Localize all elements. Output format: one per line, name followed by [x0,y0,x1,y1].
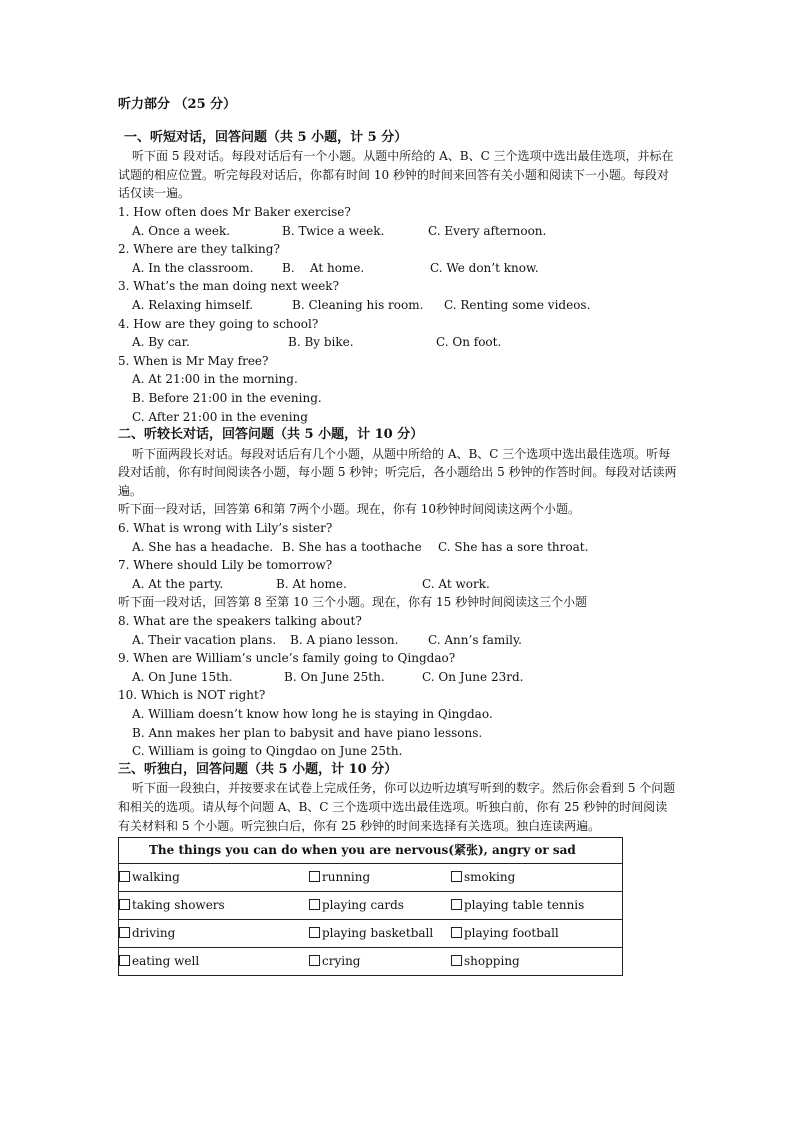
question-2 [118,240,678,277]
options [118,575,678,594]
section2-note-2: 听下面一段对话，回答第 8 至第 10 三个小题。现在，你有 15 秒钟时间阅读这三个小题 [118,595,588,610]
option-b: B. At home. [276,576,347,591]
cell-label: eating well [132,954,200,969]
cell-label: playing basketball [322,926,434,941]
question-4 [118,315,678,352]
question-10 [118,686,678,760]
question-text: 9. When are William’s uncle’s family going to Qingdao? [118,651,456,666]
question-5 [118,352,678,426]
options [118,631,678,650]
question-1 [118,203,678,240]
table-cell [451,870,515,884]
options [118,259,678,278]
cell-label: playing table tennis [464,898,585,913]
option-b: B. Ann makes her plan to babysit and have piano lessons. [132,725,483,740]
table-cell [119,898,225,912]
table-row [119,948,623,976]
option-c: C. After 21:00 in the evening [132,409,308,424]
option-a: A. At 21:00 in the morning. [132,372,298,387]
options [118,296,678,315]
options [118,668,678,687]
option-a: A. She has a headache. [132,539,274,554]
checkbox-icon[interactable] [119,955,130,966]
checkbox-icon[interactable] [451,927,462,938]
option-a: A. William doesn’t know how long he is staying in Qingdao. [132,707,493,721]
question-text: 3. What’s the man doing next week? [118,279,340,294]
question-6 [118,519,678,556]
option-c: C. Every afternoon. [428,223,547,238]
option-c: C. She has a sore throat. [438,539,589,554]
section1-instruction: 听下面 5 段对话。每段对话后有一个小题。从题中所给的 A、B、C 三个选项中选出最佳选项，并标在试题的相应位置。听完每段对话后，你都有时间 10 秒钟的时间来回答有关小题和阅读下一小题。每段对话仅读一遍。 [118,149,674,201]
section2-instruction: 听下面两段长对话。每段对话后有几个小题，从题中所给的 A、B、C 三个选项中选出最佳选项。听每段对话前，你有时间阅读各小题，每小题 5 秒钟；听完后，各小题给出 5 秒钟的作答时间。每段对话读两遍。 [118,446,677,498]
options [118,333,678,352]
question-text: 8. What are the speakers talking about? [118,614,362,629]
option-c: C. We don’t know. [430,260,539,275]
cell-label: playing cards [322,898,404,913]
table-cell [309,898,404,912]
table-cell [119,954,199,968]
question-text: 4. How are they going to school? [118,316,319,331]
option-c: C. Ann’s family. [428,632,522,647]
option-c: C. On June 23rd. [422,669,524,684]
question-7 [118,556,678,593]
cell-label: running [322,870,371,885]
option-a: A. Once a week. [132,223,231,238]
checkbox-icon[interactable] [119,899,130,910]
table-cell [451,954,520,968]
section3-instruction: 听下面一段独白，并按要求在试卷上完成任务，你可以边听边填写听到的数字。然后你会看到 5 个问题和相关的选项。请从每个问题 A、B、C 三个选项中选出最佳选项。听独白前，你有 25 秒钟的时间阅读有关材料和 5 个小题。听完独白后，你有 25 秒钟的时间来选择有关选项。独白连读两遍。 [118,781,676,833]
checkbox-icon[interactable] [309,871,320,882]
checkbox-icon[interactable] [309,899,320,910]
question-text: 5. When is Mr May free? [118,353,269,368]
table-cell [119,926,175,940]
option-b: B. At home. [282,260,365,275]
cell-label: driving [132,926,176,941]
section1-questions [118,203,678,426]
option-a: A. At the party. [132,576,224,591]
checkbox-icon[interactable] [451,871,462,882]
table-cell [309,926,433,940]
section2-heading: 二、听较长对话，回答问题（共 5 小题，计 10 分） [118,427,424,443]
table-header: The things you can do when you are nervous(紧张), angry or sad [119,838,623,864]
cell-label: crying [322,954,361,969]
option-b: B. Before 21:00 in the evening. [132,390,322,405]
option-b: B. Cleaning his room. [292,297,424,312]
option-a: A. Their vacation plans. [132,632,277,647]
question-9 [118,649,678,686]
checkbox-icon[interactable] [309,927,320,938]
question-text: 2. Where are they talking? [118,242,280,257]
page-title: 听力部分 （25 分） [118,97,237,112]
question-text: 6. What is wrong with Lily’s sister? [118,521,333,536]
option-a: A. In the classroom. [132,260,254,275]
option-c: C. On foot. [436,335,502,350]
checkbox-icon[interactable] [119,927,130,938]
table-cell [451,926,559,940]
options [118,222,678,241]
checkbox-icon[interactable] [309,955,320,966]
option-c: C. Renting some videos. [444,297,591,312]
option-b: B. On June 25th. [284,669,385,684]
table-row [119,892,623,920]
cell-label: smoking [464,870,516,885]
option-c: C. At work. [422,576,490,591]
option-a: A. By car. [132,335,190,350]
things-table [118,837,623,976]
section2-note-1: 听下面一段对话，回答第 6和第 7两个小题。现在，你有 10秒钟时间阅读这两个小题。 [118,502,580,517]
checkbox-icon[interactable] [451,955,462,966]
question-text: 1. How often does Mr Baker exercise? [118,204,351,219]
table-row [119,864,623,892]
exam-page [118,96,678,976]
cell-label: shopping [464,954,520,969]
cell-label: walking [132,870,180,885]
question-text: 10. Which is NOT right? [118,688,266,703]
table-cell [119,870,180,884]
table-row [119,920,623,948]
table-cell [309,954,360,968]
checkbox-icon[interactable] [451,899,462,910]
option-b: B. She has a toothache [282,539,422,554]
option-a: A. On June 15th. [132,669,233,684]
section1-heading: 一、听短对话，回答问题（共 5 小题，计 5 分） [124,129,408,145]
table-cell [309,870,370,884]
section3-heading: 三、听独白，回答问题（共 5 小题，计 10 分） [118,761,398,777]
option-c: C. William is going to Qingdao on June 25th. [132,744,403,759]
question-text: 7. Where should Lily be tomorrow? [118,558,333,573]
cell-label: taking showers [132,898,225,913]
option-b: B. Twice a week. [282,223,385,238]
table-cell [451,898,584,912]
question-8 [118,612,678,649]
option-b: B. A piano lesson. [290,632,399,647]
checkbox-icon[interactable] [119,871,130,882]
cell-label: playing football [464,926,559,941]
options [118,538,678,557]
option-b: B. By bike. [288,335,354,350]
option-a: A. Relaxing himself. [132,297,254,312]
question-3 [118,277,678,314]
